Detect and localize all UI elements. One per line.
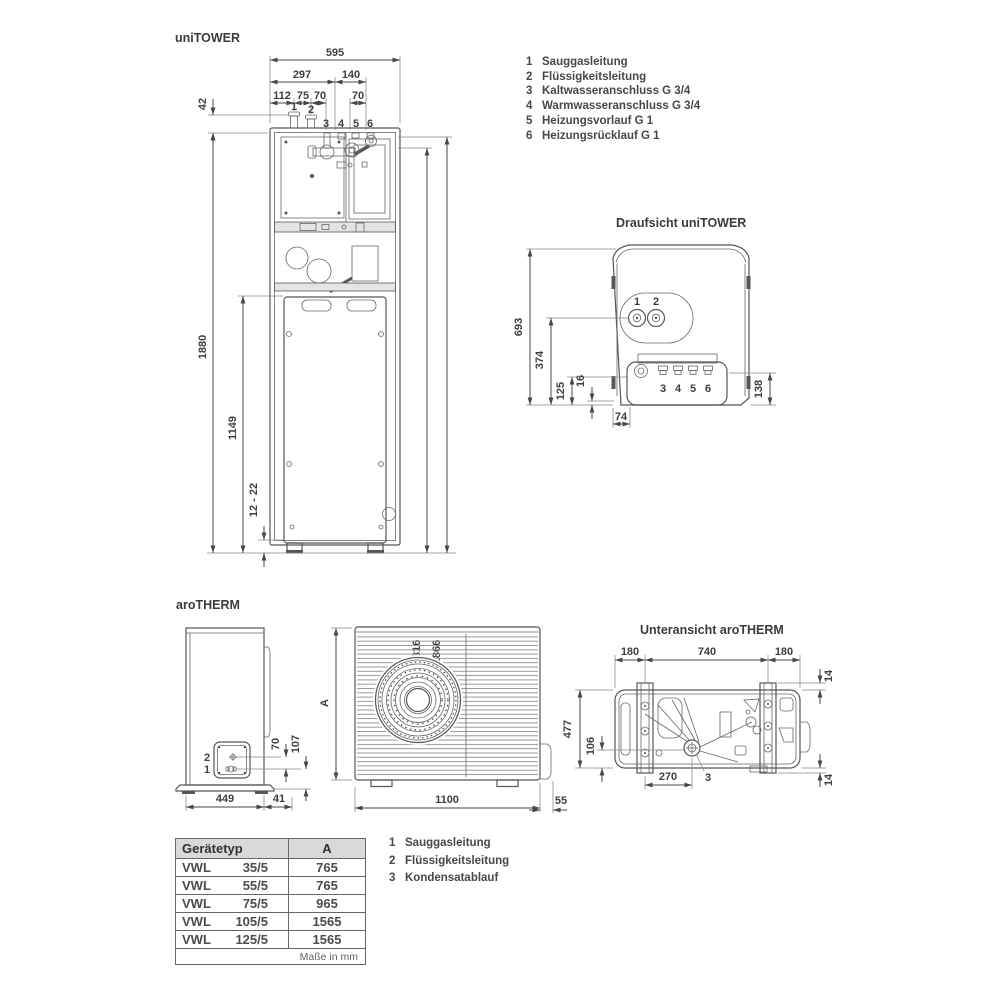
svg-text:55: 55	[554, 795, 568, 807]
unitower-front-view	[197, 47, 456, 664]
legend-num: 2	[389, 854, 396, 867]
dim-42	[197, 98, 213, 149]
table-row	[176, 912, 365, 930]
bottom-side-tab	[800, 722, 810, 752]
arotherm-side-view	[176, 628, 311, 811]
dim-297	[270, 69, 335, 82]
svg-text:70: 70	[313, 90, 327, 102]
dim-138	[753, 373, 770, 405]
device-size: 125/5	[235, 932, 268, 947]
top-port-label-1: 1	[633, 296, 641, 308]
table-row	[176, 858, 365, 876]
bottom-body	[615, 683, 810, 773]
top-port-label-2: 2	[652, 296, 660, 308]
dim-740	[645, 646, 768, 660]
svg-text:125: 125	[555, 381, 567, 401]
legend-item	[526, 84, 700, 99]
legend-label: Flüssigkeitsleitung	[542, 70, 647, 83]
port-label-6: 6	[366, 118, 374, 130]
top-port-label-3: 3	[659, 383, 667, 395]
dim-74	[613, 411, 630, 424]
fan	[373, 655, 463, 745]
svg-text:374: 374	[534, 350, 546, 370]
dim-106	[585, 736, 602, 782]
svg-text:106: 106	[585, 736, 597, 756]
legend-item	[526, 99, 700, 114]
dim-41	[264, 793, 292, 807]
front-body	[355, 627, 551, 787]
dim-1880	[197, 133, 213, 553]
top-view-dimensions	[513, 249, 776, 428]
legend-label: Sauggasleitung	[542, 56, 628, 68]
dim-1149	[227, 296, 243, 553]
svg-text:74: 74	[614, 411, 628, 423]
dim-1100	[355, 794, 540, 808]
arotherm-bottom-view	[562, 646, 835, 789]
table-row	[176, 876, 365, 894]
dim-70a	[311, 90, 326, 103]
port-label-5: 5	[352, 118, 360, 130]
valve-assembly	[308, 133, 377, 168]
svg-text:41: 41	[272, 793, 286, 805]
legend-item	[389, 870, 509, 888]
svg-text:1149: 1149	[227, 416, 239, 440]
unitower-title: uniTOWER	[175, 31, 241, 45]
dim-16	[575, 375, 592, 419]
svg-text:12 - 22: 12 - 22	[248, 482, 260, 518]
dim-180-left	[615, 646, 645, 660]
svg-text:180: 180	[620, 646, 640, 658]
dim-477	[562, 690, 580, 768]
svg-text:14: 14	[823, 773, 835, 787]
svg-text:180: 180	[774, 646, 794, 658]
legend-item	[526, 55, 700, 70]
legend-num: 1	[389, 837, 396, 849]
svg-text:138: 138	[753, 379, 765, 399]
refrigerant-ports	[629, 310, 665, 327]
dim-595	[270, 47, 400, 60]
legend-label: Kaltwasseranschluss G 3/4	[542, 85, 691, 98]
dim-140	[335, 69, 366, 82]
legend-num: 6	[526, 129, 533, 142]
hydraulic-connection-box	[627, 354, 727, 405]
legend-num: 5	[526, 114, 533, 127]
device-size: 35/5	[242, 860, 268, 875]
port-label-2: 2	[307, 104, 315, 116]
draufsicht-title: Draufsicht uniTOWER	[616, 216, 747, 230]
legend-label: Sauggasleitung	[405, 837, 491, 849]
device-size: 55/5	[242, 878, 268, 893]
device-a-value: 1565	[312, 932, 342, 947]
dim-label-595: 595	[325, 47, 345, 59]
svg-text:270: 270	[658, 771, 678, 783]
svg-text:449: 449	[215, 793, 235, 805]
unitower-top-view	[513, 245, 776, 428]
device-type: VWL	[182, 878, 211, 893]
port-label-3: 3	[322, 118, 330, 130]
legend-label: Heizungsrücklauf G 1	[542, 129, 660, 142]
device-type: VWL	[182, 896, 211, 911]
dim-449	[186, 793, 264, 807]
table-row	[176, 894, 365, 912]
legend-item	[389, 853, 509, 871]
legend-label: Flüssigkeitsleitung	[405, 854, 510, 867]
device-a-value: 765	[316, 878, 338, 893]
drain-label-3: 3	[704, 772, 712, 784]
unitower-dimensions	[197, 47, 456, 664]
top-port-label-6: 6	[704, 383, 712, 395]
top-view-body	[612, 245, 751, 405]
tank-section	[284, 297, 396, 543]
dim-1866	[431, 137, 447, 664]
svg-text:693: 693	[513, 317, 525, 337]
side-port-label-2: 2	[203, 752, 211, 764]
svg-text:42: 42	[197, 97, 209, 111]
svg-text:297: 297	[292, 69, 312, 81]
svg-text:A: A	[319, 699, 331, 707]
port-label-1: 1	[290, 101, 298, 113]
svg-text:740: 740	[697, 646, 717, 658]
device-a-value: 965	[316, 896, 338, 911]
table-header-geraetetyp: Gerätetyp	[176, 839, 289, 858]
front-side-protrusion	[540, 744, 551, 779]
legend-item	[526, 114, 700, 129]
svg-text:140: 140	[341, 69, 361, 81]
legend-label: Kondensatablauf	[405, 872, 499, 884]
device-a-value: 765	[316, 860, 338, 875]
device-a-value: 1565	[312, 914, 342, 929]
table-footer-note: Maße in mm	[176, 948, 365, 964]
mounting-rail-left	[637, 683, 653, 773]
condensate-drain	[684, 740, 700, 756]
device-size: 105/5	[235, 914, 268, 929]
legend-num: 1	[526, 56, 533, 68]
drain-callout	[696, 754, 711, 784]
svg-text:70: 70	[270, 737, 282, 751]
svg-text:1880: 1880	[197, 334, 209, 360]
dim-14-top	[820, 669, 835, 704]
dim-14-bottom	[820, 754, 835, 787]
port-label-4: 4	[337, 118, 345, 130]
side-port-label-1: 1	[203, 764, 211, 776]
dim-180-right	[768, 646, 800, 660]
device-type: VWL	[182, 860, 211, 875]
svg-text:75: 75	[296, 90, 310, 102]
dim-125	[555, 377, 572, 405]
dim-A	[319, 628, 336, 780]
svg-text:16: 16	[575, 374, 587, 388]
legend-item	[526, 129, 700, 144]
legend-num: 2	[526, 70, 533, 83]
unteransicht-title: Unteransicht aroTHERM	[640, 623, 784, 637]
svg-text:112: 112	[273, 90, 291, 102]
legend-label: Warmwasseranschluss G 3/4	[542, 100, 701, 113]
dim-693	[513, 249, 530, 405]
unitower-cabinet	[270, 112, 400, 554]
dim-70b	[350, 90, 366, 103]
dim-107	[290, 735, 306, 801]
table-header-a: A	[322, 841, 332, 856]
legend-item	[526, 70, 700, 85]
svg-text:1100: 1100	[435, 794, 459, 806]
device-type: VWL	[182, 932, 211, 947]
svg-text:477: 477	[562, 719, 574, 739]
legend-num: 3	[389, 872, 396, 884]
svg-text:14: 14	[823, 669, 835, 683]
device-type-table	[175, 838, 366, 965]
table-header-row	[176, 839, 365, 858]
legend-num: 3	[526, 85, 533, 98]
mounting-rail-right	[760, 683, 776, 773]
device-size: 75/5	[242, 896, 268, 911]
top-port-label-5: 5	[689, 383, 697, 395]
side-connection-panel	[214, 742, 250, 778]
legend-label: Heizungsvorlauf G 1	[542, 114, 654, 127]
svg-text:107: 107	[290, 734, 302, 754]
dim-12-22	[248, 483, 264, 567]
device-type: VWL	[182, 914, 211, 929]
arotherm-front-view	[319, 627, 567, 813]
arotherm-legend	[389, 835, 509, 888]
top-port-label-4: 4	[674, 383, 682, 395]
dim-374	[534, 318, 551, 405]
unitower-legend	[526, 55, 700, 143]
dim-1816	[411, 148, 427, 664]
legend-item	[389, 835, 509, 853]
dim-70-side	[270, 738, 286, 782]
arotherm-title: aroTHERM	[176, 598, 240, 612]
legend-num: 4	[526, 100, 533, 113]
table-row	[176, 930, 365, 948]
expansion-component	[352, 246, 378, 281]
svg-text:70: 70	[351, 90, 365, 102]
